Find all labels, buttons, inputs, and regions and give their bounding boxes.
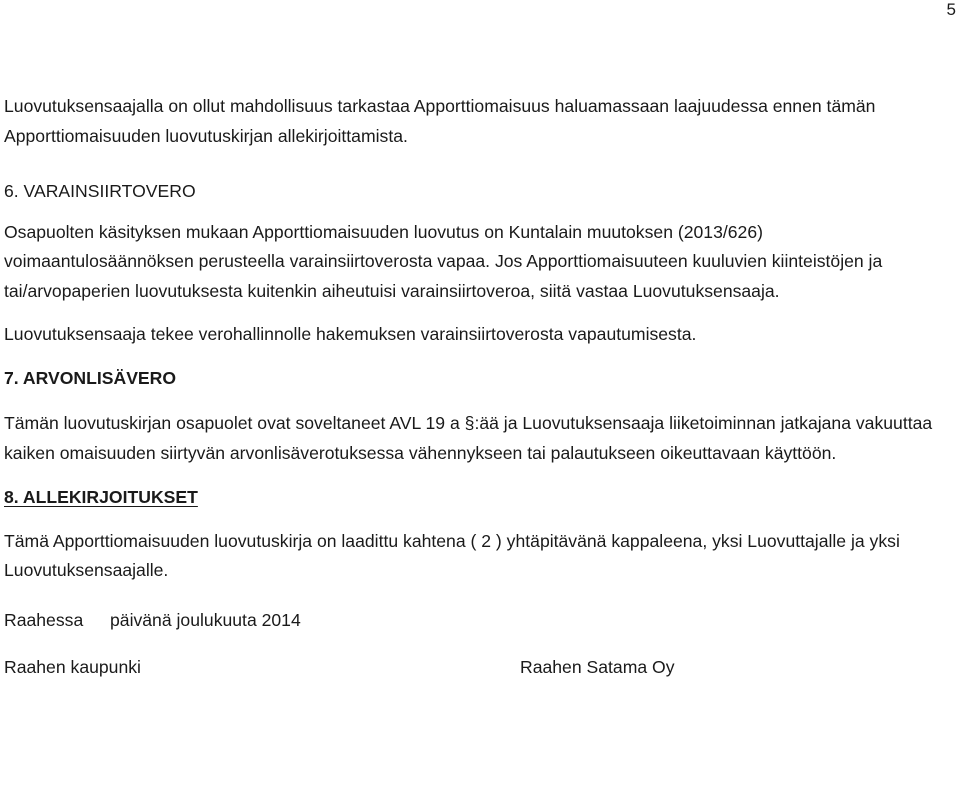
signature-block — [4, 653, 944, 683]
intro-paragraph: Luovutuksensaajalla on ollut mahdollisuus tarkastaa Apporttiomaisuus haluamassaan laajuudessa ennen tämän Apporttiomaisuuden luovutuskirjan allekirjoittamista. — [4, 96, 876, 146]
signing-date: päivänä joulukuuta 2014 — [110, 609, 301, 630]
signatory-left: Raahen kaupunki — [4, 657, 141, 677]
signatory-right: Raahen Satama Oy — [520, 657, 675, 677]
place-name: Raahessa — [4, 609, 84, 630]
page-number: 5 — [946, 0, 956, 19]
document-body — [4, 92, 944, 683]
section-8-heading: 8. ALLEKIRJOITUKSET — [4, 487, 198, 507]
section-6-paragraph-1: Osapuolten käsityksen mukaan Apporttiomaisuuden luovutus on Kuntalain muutoksen (2013/626) voimaantulosäännöksen perusteella varainsiirtoverosta vapaa. Jos Apporttiomaisuuteen kuuluvien kiinteistöjen ja tai/arvopaperien luovutuksesta kuitenkin aiheutuisi varainsiirtoveroa, siitä vastaa Luovutuksensaaja. — [4, 221, 883, 301]
section-7-paragraph-1: Tämän luovutuskirjan osapuolet ovat soveltaneet AVL 19 a §:ää ja Luovutuksensaaja liiketoiminnan jatkajana vakuuttaa kaiken omaisuuden siirtyvän arvonlisäverotuksessa vähennykseen tai palautukseen oikeuttavaan käyttöön. — [4, 413, 933, 463]
section-7-heading: 7. ARVONLISÄVERO — [4, 367, 177, 388]
section-8-paragraph-1: Tämä Apporttiomaisuuden luovutuskirja on laadittu kahtena ( 2 ) yhtäpitävänä kappaleena, yksi Luovuttajalle ja yksi Luovutuksensaajalle. — [4, 530, 900, 580]
place-and-date — [4, 606, 944, 636]
section-6-heading: 6. VARAINSIIRTOVERO — [4, 181, 196, 201]
section-6-paragraph-2: Luovutuksensaaja tekee verohallinnolle hakemuksen varainsiirtoverosta vapautumisesta. — [4, 324, 697, 344]
